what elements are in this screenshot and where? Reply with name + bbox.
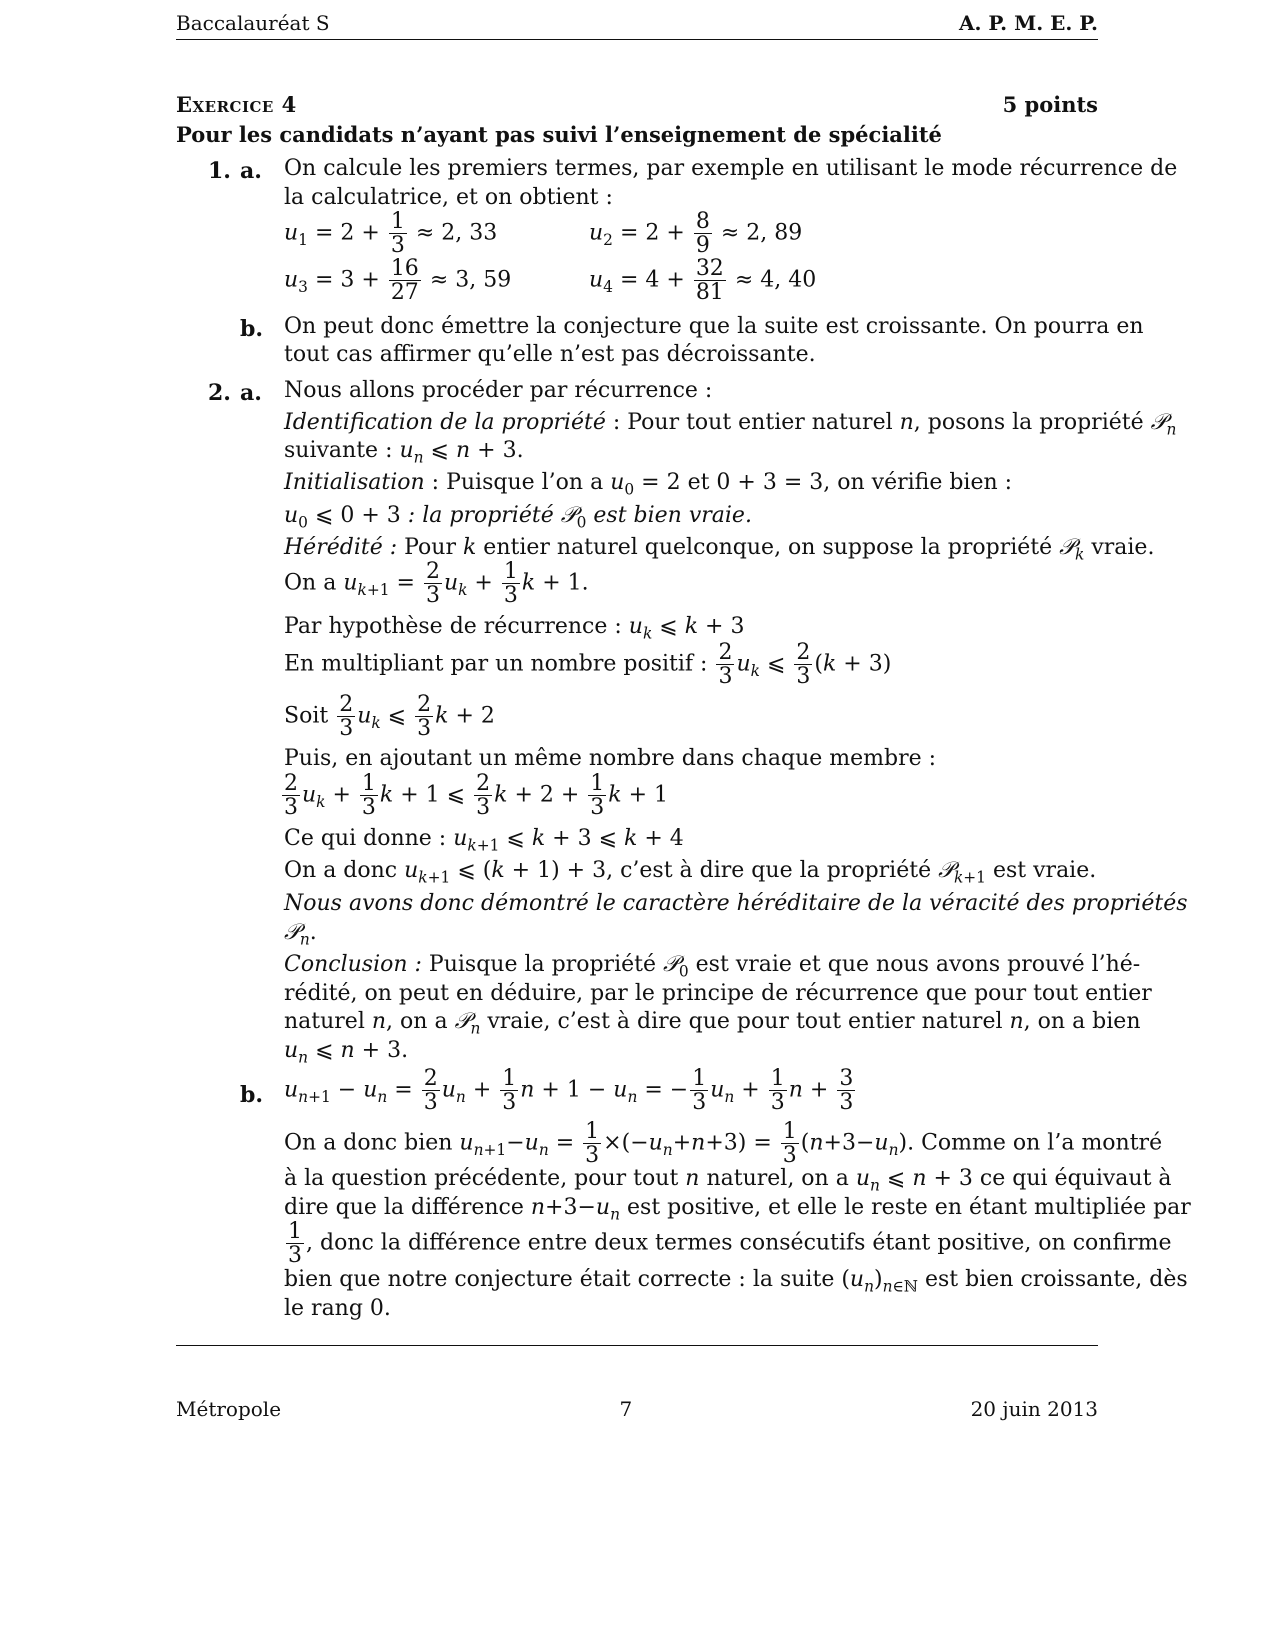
concl-line3: naturel n, on a 𝒫$_n$ vraie, c’est à dire que pour tout entier naturel n, on a bien (284, 1009, 1141, 1038)
q1b-line2: tout cas affirmer qu’elle n’est pas décroissante. (284, 342, 816, 367)
u1-formula: $u_1 = 2$ + $\frac{1}{3}$ ≈ 2, 33 (284, 209, 498, 259)
q1a-label: a. (240, 158, 262, 184)
u4-formula: $u_4 = 4$ + $\frac{32}{81}$ ≈ 4, 40 (589, 256, 817, 306)
donc-line: On a donc $u_{k+1}$ ⩽ (k + 1) + 3, c’est à dire que la propriété 𝒫$_{k+1}$ est vraie. (284, 858, 1097, 887)
exercise-points: 5 points (1002, 92, 1098, 117)
ident-line2: suivante : $u_n$ ⩽ n + 3. (284, 438, 524, 467)
sum-line: $\frac{2}{3}$ $u_k$ + $\frac{1}{3}$ k + 1 ⩽ $\frac{2}{3}$ k + 2 + $\frac{1}{3}$ k + 1 (284, 771, 669, 821)
init-concl: $u_0$ ⩽ 0 + 3 : la propriété 𝒫$_0$ est bien vraie. (284, 503, 752, 532)
q2b-line2: à la question précédente, pour tout n naturel, on a $u_n$ ⩽ n + 3 ce qui équivaut à (284, 1166, 1172, 1195)
q2a-label: a. (240, 380, 262, 406)
concl-line4: $u_n$ ⩽ n + 3. (284, 1038, 409, 1067)
q1-number: 1. (208, 158, 231, 184)
q2b-line6: le rang 0. (284, 1296, 391, 1321)
u2-value: ≈ 2, 89 (720, 220, 803, 246)
q2b-line4: $\frac{1}{3}$ , donc la différence entre deux termes consécutifs étant positive, on confirme (288, 1219, 1172, 1269)
init-line: Initialisation : Puisque l’on a $u_0 = 2$ et 0 + 3 = 3, on vérifie bien : (284, 470, 1013, 499)
footer-right: 20 juin 2013 (970, 1397, 1098, 1421)
footer-rule (176, 1345, 1098, 1346)
exercise-heading (176, 92, 1098, 117)
nous-line1: Nous avons donc démontré le caractère héréditaire de la véracité des propriétés (284, 891, 1188, 916)
exercise-subtitle: Pour les candidats n’ayant pas suivi l’enseignement de spécialité (176, 122, 942, 147)
donne-line: Ce qui donne : $u_{k+1}$ ⩽ k + 3 ⩽ k + 4 (284, 826, 684, 855)
u1-value: ≈ 2, 33 (415, 220, 498, 246)
u2-formula: $u_2 = 2$ + $\frac{8}{9}$ ≈ 2, 89 (589, 209, 803, 259)
puis-line: Puis, en ajoutant un même nombre dans chaque membre : (284, 746, 937, 771)
q1a-line2: la calculatrice, et on obtient : (284, 185, 613, 210)
page-header (176, 11, 1098, 35)
header-left: Baccalauréat S (176, 11, 330, 35)
recurrence-formula: On a $u_{k+1}$ = $\frac{2}{3}$ $u_k$ + $\frac{1}{3}$ k + 1. (284, 559, 589, 609)
soit-line: Soit $\frac{2}{3}$ $u_k$ ⩽ $\frac{2}{3}$ k + 2 (284, 692, 495, 742)
hered-line: Hérédité : Pour k entier naturel quelconque, on suppose la propriété 𝒫$_k$ vraie. (284, 535, 1155, 564)
q1b-label: b. (240, 316, 264, 342)
hyp-line: Par hypothèse de récurrence : $u_k$ ⩽ k + 3 (284, 614, 745, 643)
ident-line: Identification de la propriété : Pour tout entier naturel n, posons la propriété 𝒫$_n$ (284, 410, 1177, 439)
footer-left: Métropole (176, 1397, 282, 1421)
q2b-line3: dire que la différence $n+3-u_n$ est positive, et elle le reste en étant multipliée par (284, 1195, 1191, 1224)
nous-line2: 𝒫$_n$. (284, 920, 317, 949)
page-footer (176, 1397, 1098, 1421)
mult-line: En multipliant par un nombre positif : $\frac{2}{3}$ $u_k$ ⩽ $\frac{2}{3}$ (k + 3) (284, 640, 892, 690)
exercise-title: Exercice 4 (176, 92, 297, 117)
u4-value: ≈ 4, 40 (734, 267, 817, 293)
u3-value: ≈ 3, 59 (429, 267, 512, 293)
q2b-label: b. (240, 1082, 264, 1108)
concl-line2: rédité, on peut en déduire, par le principe de récurrence que pour tout entier (284, 981, 1152, 1006)
q2a-intro: Nous allons procéder par récurrence : (284, 378, 713, 403)
q2-number: 2. (208, 380, 231, 406)
u3-formula: $u_3 = 3$ + $\frac{16}{27}$ ≈ 3, 59 (284, 256, 512, 306)
q2b-line1: On a donc bien $u_{n+1}-u_n$ = $\frac{1}{3}$ $\times(-u_n+n+3)$ = $\frac{1}{3}$ $(n+3-u_n)$. Comme on l’a montré (284, 1119, 1163, 1169)
header-rule (176, 39, 1098, 40)
header-right: A. P. M. E. P. (958, 11, 1098, 35)
diff-formula: $u_{n+1} - u_n$ = $\frac{2}{3}$ $u_n$ + $\frac{1}{3}$ $n + 1 - u_n$ = − $\frac{1}{3}$ $u_n$ + $\frac{1}{3}$ n + $\frac{3}{3}$ (284, 1066, 854, 1116)
q1a-line1: On calcule les premiers termes, par exemple en utilisant le mode récurrence de (284, 156, 1178, 181)
document-page (176, 0, 1191, 1650)
footer-page-number: 7 (619, 1397, 633, 1421)
q2b-line5: bien que notre conjecture était correcte : la suite $(u_n)_{n\in ℕ}$ est bien croissante, dès (284, 1267, 1188, 1296)
q1b-line1: On peut donc émettre la conjecture que la suite est croissante. On pourra en (284, 314, 1144, 339)
concl-line1: Conclusion : Puisque la propriété 𝒫$_0$ est vraie et que nous avons prouvé l’hé- (284, 952, 1141, 981)
